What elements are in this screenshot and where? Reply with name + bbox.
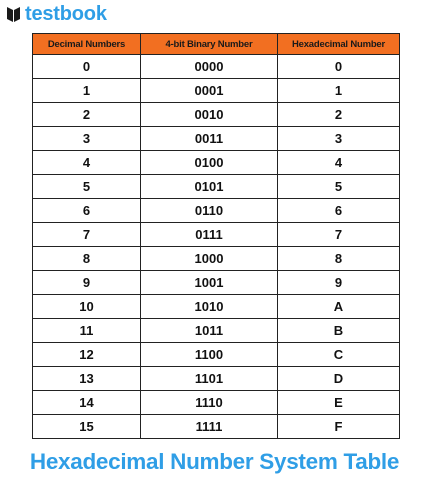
cell-hexadecimal: 8 (278, 247, 400, 271)
cell-binary: 0111 (141, 223, 278, 247)
cell-decimal: 9 (33, 271, 141, 295)
page-caption: Hexadecimal Number System Table (29, 449, 400, 474)
header-binary: 4-bit Binary Number (141, 34, 278, 55)
testbook-logo-icon (6, 5, 21, 23)
cell-hexadecimal: 0 (278, 55, 400, 79)
cell-hexadecimal: E (278, 391, 400, 415)
cell-binary: 0110 (141, 199, 278, 223)
cell-binary: 0001 (141, 79, 278, 103)
cell-binary: 1100 (141, 343, 278, 367)
table-body (33, 55, 400, 439)
cell-binary: 1110 (141, 391, 278, 415)
table-row (33, 175, 400, 199)
header-decimal: Decimal Numbers (33, 34, 141, 55)
table-row (33, 151, 400, 175)
cell-hexadecimal: A (278, 295, 400, 319)
cell-hexadecimal: 7 (278, 223, 400, 247)
cell-decimal: 13 (33, 367, 141, 391)
cell-hexadecimal: 9 (278, 271, 400, 295)
table-row (33, 199, 400, 223)
brand-name: testbook (25, 3, 107, 25)
cell-hexadecimal: F (278, 415, 400, 439)
cell-decimal: 14 (33, 391, 141, 415)
cell-binary: 1011 (141, 319, 278, 343)
table-row (33, 223, 400, 247)
cell-binary: 1010 (141, 295, 278, 319)
table-row (33, 55, 400, 79)
cell-decimal: 12 (33, 343, 141, 367)
cell-hexadecimal: 5 (278, 175, 400, 199)
table-row (33, 415, 400, 439)
hex-conversion-table (32, 33, 400, 439)
cell-decimal: 2 (33, 103, 141, 127)
cell-binary: 0010 (141, 103, 278, 127)
cell-binary: 1001 (141, 271, 278, 295)
cell-hexadecimal: 4 (278, 151, 400, 175)
cell-decimal: 10 (33, 295, 141, 319)
table-row (33, 319, 400, 343)
table-row (33, 79, 400, 103)
cell-binary: 1101 (141, 367, 278, 391)
cell-decimal: 15 (33, 415, 141, 439)
cell-decimal: 4 (33, 151, 141, 175)
cell-binary: 1000 (141, 247, 278, 271)
cell-binary: 0000 (141, 55, 278, 79)
cell-hexadecimal: 6 (278, 199, 400, 223)
table-row (33, 127, 400, 151)
cell-hexadecimal: 2 (278, 103, 400, 127)
cell-binary: 0100 (141, 151, 278, 175)
table-row (33, 391, 400, 415)
table-row (33, 271, 400, 295)
table-header-row (33, 34, 400, 55)
cell-decimal: 8 (33, 247, 141, 271)
cell-decimal: 3 (33, 127, 141, 151)
cell-hexadecimal: 3 (278, 127, 400, 151)
table-row (33, 103, 400, 127)
brand-logo (6, 2, 107, 26)
cell-decimal: 5 (33, 175, 141, 199)
table-row (33, 343, 400, 367)
cell-hexadecimal: D (278, 367, 400, 391)
cell-binary: 1111 (141, 415, 278, 439)
cell-decimal: 7 (33, 223, 141, 247)
cell-binary: 0011 (141, 127, 278, 151)
header-hexadecimal: Hexadecimal Number (278, 34, 400, 55)
cell-hexadecimal: 1 (278, 79, 400, 103)
cell-binary: 0101 (141, 175, 278, 199)
table-row (33, 367, 400, 391)
cell-decimal: 0 (33, 55, 141, 79)
cell-decimal: 1 (33, 79, 141, 103)
cell-decimal: 11 (33, 319, 141, 343)
cell-hexadecimal: B (278, 319, 400, 343)
table-row (33, 295, 400, 319)
table-row (33, 247, 400, 271)
cell-decimal: 6 (33, 199, 141, 223)
cell-hexadecimal: C (278, 343, 400, 367)
